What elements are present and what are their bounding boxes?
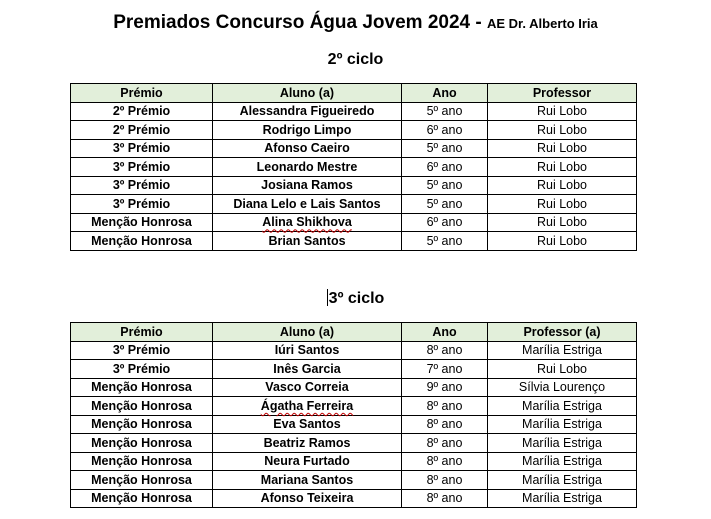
cell-aluno: Vasco Correia: [213, 378, 402, 397]
table-row: [71, 360, 637, 379]
cell-aluno: Beatriz Ramos: [213, 434, 402, 453]
section-heading-3-ciclo: 3º ciclo: [328, 290, 385, 307]
awards-table-3-ciclo: [70, 322, 637, 508]
table-row: [71, 232, 637, 251]
document-title: [0, 12, 711, 34]
cell-ano: 8º ano: [402, 341, 488, 360]
table-row: [71, 452, 637, 471]
cell-professor: Rui Lobo: [488, 121, 637, 140]
cell-professor: Marília Estriga: [488, 397, 637, 416]
cell-professor: Marília Estriga: [488, 434, 637, 453]
cell-professor: Rui Lobo: [488, 102, 637, 121]
table-row: [71, 341, 637, 360]
cell-aluno: Ágatha Ferreira: [213, 397, 402, 416]
title-main: Premiados Concurso Água Jovem 2024 -: [113, 12, 482, 33]
table-row: [71, 378, 637, 397]
cell-aluno: Alessandra Figueiredo: [213, 102, 402, 121]
table-row: [71, 102, 637, 121]
cell-aluno: Eva Santos: [213, 415, 402, 434]
header-aluno: Aluno (a): [213, 323, 402, 342]
cell-ano: 7º ano: [402, 360, 488, 379]
cell-aluno: Rodrigo Limpo: [213, 121, 402, 140]
cell-professor: Marília Estriga: [488, 489, 637, 508]
cell-premio: 3º Prémio: [71, 158, 213, 177]
cell-ano: 6º ano: [402, 213, 488, 232]
cell-ano: 8º ano: [402, 452, 488, 471]
cell-premio: Menção Honrosa: [71, 213, 213, 232]
cell-premio: 3º Prémio: [71, 195, 213, 214]
cell-aluno: Alina Shikhova: [213, 213, 402, 232]
cell-ano: 5º ano: [402, 102, 488, 121]
header-premio: Prémio: [71, 323, 213, 342]
header-premio: Prémio: [71, 84, 213, 103]
cell-premio: Menção Honrosa: [71, 489, 213, 508]
cell-ano: 8º ano: [402, 471, 488, 490]
cell-professor: Rui Lobo: [488, 176, 637, 195]
awards-table-2-ciclo: [70, 83, 637, 251]
cell-professor: Marília Estriga: [488, 471, 637, 490]
cell-ano: 6º ano: [402, 121, 488, 140]
table-row: [71, 158, 637, 177]
cell-aluno: Brian Santos: [213, 232, 402, 251]
table-row: [71, 176, 637, 195]
cell-premio: 3º Prémio: [71, 139, 213, 158]
cell-premio: Menção Honrosa: [71, 471, 213, 490]
table-row: [71, 139, 637, 158]
cell-ano: 5º ano: [402, 139, 488, 158]
table-row: [71, 397, 637, 416]
cell-premio: 2º Prémio: [71, 121, 213, 140]
cell-premio: 3º Prémio: [71, 341, 213, 360]
cell-professor: Rui Lobo: [488, 213, 637, 232]
cell-ano: 9º ano: [402, 378, 488, 397]
title-school: AE Dr. Alberto Iria: [487, 16, 598, 31]
table-row: [71, 434, 637, 453]
text-cursor: [327, 289, 328, 306]
cell-professor: Rui Lobo: [488, 195, 637, 214]
table-row: [71, 121, 637, 140]
cell-premio: Menção Honrosa: [71, 397, 213, 416]
section-heading-2-ciclo: 2º ciclo: [327, 51, 384, 68]
header-ano: Ano: [402, 323, 488, 342]
cell-ano: 8º ano: [402, 397, 488, 416]
cell-ano: 5º ano: [402, 195, 488, 214]
cell-professor: Rui Lobo: [488, 158, 637, 177]
header-ano: Ano: [402, 84, 488, 103]
cell-ano: 5º ano: [402, 176, 488, 195]
cell-ano: 8º ano: [402, 415, 488, 434]
cell-aluno: Diana Lelo e Lais Santos: [213, 195, 402, 214]
cell-aluno: Afonso Teixeira: [213, 489, 402, 508]
cell-premio: Menção Honrosa: [71, 232, 213, 251]
table-row: [71, 195, 637, 214]
cell-aluno: Neura Furtado: [213, 452, 402, 471]
cell-ano: 8º ano: [402, 434, 488, 453]
cell-aluno: Leonardo Mestre: [213, 158, 402, 177]
table-header-row: [71, 323, 637, 342]
header-professor: Professor (a): [488, 323, 637, 342]
table-row: [71, 471, 637, 490]
cell-premio: Menção Honrosa: [71, 452, 213, 471]
cell-ano: 8º ano: [402, 489, 488, 508]
cell-premio: 3º Prémio: [71, 360, 213, 379]
table-row: [71, 415, 637, 434]
table-header-row: [71, 84, 637, 103]
cell-professor: Sílvia Lourenço: [488, 378, 637, 397]
cell-professor: Rui Lobo: [488, 139, 637, 158]
header-aluno: Aluno (a): [213, 84, 402, 103]
cell-professor: Rui Lobo: [488, 360, 637, 379]
cell-aluno: Josiana Ramos: [213, 176, 402, 195]
cell-aluno: Inês Garcia: [213, 360, 402, 379]
cell-premio: 2º Prémio: [71, 102, 213, 121]
cell-professor: Rui Lobo: [488, 232, 637, 251]
cell-aluno: Iúri Santos: [213, 341, 402, 360]
table-row: [71, 489, 637, 508]
cell-ano: 5º ano: [402, 232, 488, 251]
cell-professor: Marília Estriga: [488, 452, 637, 471]
table-row: [71, 213, 637, 232]
cell-ano: 6º ano: [402, 158, 488, 177]
cell-premio: 3º Prémio: [71, 176, 213, 195]
cell-professor: Marília Estriga: [488, 415, 637, 434]
cell-premio: Menção Honrosa: [71, 415, 213, 434]
cell-aluno: Afonso Caeiro: [213, 139, 402, 158]
header-professor: Professor: [488, 84, 637, 103]
cell-premio: Menção Honrosa: [71, 378, 213, 397]
cell-aluno: Mariana Santos: [213, 471, 402, 490]
cell-premio: Menção Honrosa: [71, 434, 213, 453]
cell-professor: Marília Estriga: [488, 341, 637, 360]
